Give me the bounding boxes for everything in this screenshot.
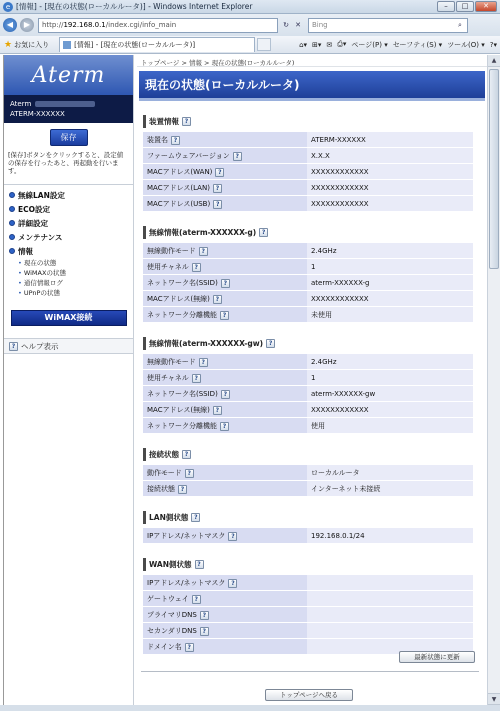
sidebar-menu: [4, 185, 133, 298]
row-value: 1: [307, 370, 473, 385]
submenu-comm-log[interactable]: • 通信情報ログ: [4, 278, 133, 288]
row-key: ネットワーク名(SSID): [147, 278, 218, 287]
help-icon[interactable]: ?: [233, 152, 242, 161]
scroll-up-arrow-icon[interactable]: ▲: [488, 55, 500, 67]
info-table: [143, 353, 473, 434]
table-row: [143, 418, 473, 433]
home-icon[interactable]: ⌂▾: [299, 40, 308, 49]
search-input[interactable]: [308, 18, 468, 33]
page-menu[interactable]: ページ(P) ▾: [351, 40, 388, 49]
row-key-cell: [143, 259, 307, 274]
row-value: XXXXXXXXXXXX: [307, 164, 473, 179]
row-key: ネットワーク分離機能: [147, 310, 217, 319]
sidebar-item-wireless-lan[interactable]: [4, 188, 133, 202]
stop-icon[interactable]: ✕: [295, 21, 301, 29]
row-value: [307, 623, 473, 638]
table-row: [143, 180, 473, 195]
info-table: [143, 574, 473, 655]
bullet-icon: [9, 206, 15, 212]
row-value: [307, 591, 473, 606]
info-section: [143, 448, 485, 497]
help-icon[interactable]: ?: [200, 627, 209, 636]
print-icon[interactable]: ⎙▾: [337, 40, 347, 48]
url-host: 192.168.0.1: [63, 21, 106, 29]
bullet-icon: [9, 248, 15, 254]
star-icon: ★: [4, 39, 13, 50]
table-row: [143, 370, 473, 385]
row-value: [307, 575, 473, 590]
scroll-down-arrow-icon[interactable]: ▼: [488, 693, 500, 705]
page-viewport: [3, 55, 487, 705]
info-table: [143, 242, 473, 323]
row-value: [307, 607, 473, 622]
row-key-cell: [143, 307, 307, 322]
command-bar: [0, 36, 500, 54]
back-arrow-icon[interactable]: ◀: [3, 18, 17, 32]
row-key: セカンダリDNS: [147, 626, 197, 635]
bullet-icon: [9, 192, 15, 198]
ie-logo-icon: e: [3, 2, 13, 12]
help-icon[interactable]: ?: [192, 374, 201, 383]
row-key-cell: [143, 418, 307, 433]
help-icon[interactable]: ?: [185, 469, 194, 478]
search-placeholder: Bing: [312, 21, 328, 29]
help-icon[interactable]: ?: [220, 422, 229, 431]
table-row: [143, 528, 473, 543]
row-key-cell: [143, 575, 307, 590]
row-value: インターネット未接続: [307, 481, 473, 496]
scroll-thumb[interactable]: [489, 69, 499, 269]
submenu-wimax-status[interactable]: • WiMAXの状態: [4, 268, 133, 278]
info-table: [143, 464, 473, 497]
row-value: 未使用: [307, 307, 473, 322]
masked-model-number: [35, 101, 95, 107]
row-key: MACアドレス(無線): [147, 405, 210, 414]
address-bar: [0, 14, 500, 36]
row-key: 装置名: [147, 135, 168, 144]
help-icon[interactable]: ?: [178, 485, 187, 494]
row-key-cell: [143, 132, 307, 147]
row-key-cell: [143, 148, 307, 163]
info-section: [143, 226, 485, 323]
row-value: XXXXXXXXXXXX: [307, 291, 473, 306]
feeds-icon[interactable]: ⊞▾: [312, 40, 322, 49]
info-section: [143, 115, 485, 212]
section-title: 無線情報(aterm-XXXXXX-gw): [149, 339, 264, 348]
row-value: 使用: [307, 418, 473, 433]
window-titlebar: [0, 0, 500, 14]
wimax-connect-button[interactable]: WiMAX接続: [11, 310, 127, 326]
page-title: 現在の状態(ローカルルータ): [139, 71, 485, 101]
row-key: 使用チャネル: [147, 373, 189, 382]
help-icon[interactable]: ?: [182, 450, 191, 459]
table-row: [143, 132, 473, 147]
tab-page-icon: [63, 41, 71, 49]
help-icon[interactable]: ?: [192, 595, 201, 604]
table-row: [143, 164, 473, 179]
row-value: 192.168.0.1/24: [307, 528, 473, 543]
table-row: [143, 307, 473, 322]
row-value: 2.4GHz: [307, 243, 473, 258]
save-area: [4, 123, 133, 185]
new-tab-button[interactable]: [257, 38, 271, 51]
model-line2: ATERM-XXXXXX: [10, 110, 65, 118]
row-key-cell: [143, 275, 307, 290]
sidebar-item-label: ECO設定: [18, 204, 51, 214]
table-row: [143, 243, 473, 258]
row-value: ローカルルータ: [307, 465, 473, 480]
refresh-icon[interactable]: ↻: [283, 21, 289, 29]
row-key-cell: [143, 164, 307, 179]
help-icon[interactable]: ?: [213, 184, 222, 193]
row-value: XXXXXXXXXXXX: [307, 180, 473, 195]
row-key: ドメイン名: [147, 642, 182, 651]
search-icon[interactable]: ⌕: [458, 20, 462, 29]
sidebar-item-label: メンテナンス: [18, 232, 63, 242]
window-title: [情報] - [現在の状態(ローカルルータ)] - Windows Internet Explorer: [16, 2, 253, 11]
sidebar-item-advanced[interactable]: [4, 216, 133, 230]
bullet-icon: [9, 220, 15, 226]
safety-menu[interactable]: セーフティ(S) ▾: [392, 40, 443, 49]
table-row: [143, 607, 473, 622]
row-key-cell: [143, 402, 307, 417]
help-icon[interactable]: ?: [192, 263, 201, 272]
row-key-cell: [143, 639, 307, 654]
save-button[interactable]: 保存: [50, 129, 88, 146]
help-icon[interactable]: ?: [266, 339, 275, 348]
sidebar: [4, 55, 134, 705]
help-icon[interactable]: ?: [228, 532, 237, 541]
section-title: 接続状態: [149, 450, 179, 459]
info-section: [143, 558, 485, 655]
section-heading: [143, 226, 485, 239]
row-key: MACアドレス(LAN): [147, 183, 210, 192]
tools-menu[interactable]: ツール(O) ▾: [447, 40, 485, 49]
tab-title: [情報] - [現在の状態(ローカルルータ)]: [74, 41, 196, 49]
submenu-current-status[interactable]: • 現在の状態: [4, 258, 133, 268]
help-icon[interactable]: ?: [171, 136, 180, 145]
help-icon[interactable]: ?: [199, 358, 208, 367]
row-key-cell: [143, 607, 307, 622]
submenu-upnp-status[interactable]: • UPnPの状態: [4, 288, 133, 298]
sidebar-item-eco[interactable]: [4, 202, 133, 216]
row-key-cell: [143, 623, 307, 638]
model-info: [4, 95, 133, 123]
save-note: [保存]ボタンをクリックすると、設定値の保存を行ったあと、再起動を行います。: [8, 151, 124, 175]
row-value: X.X.X: [307, 148, 473, 163]
row-key: 接続状態: [147, 484, 175, 493]
status-bar: [0, 705, 500, 711]
row-key: MACアドレス(WAN): [147, 167, 213, 176]
section-title: 装置情報: [149, 117, 179, 126]
table-row: [143, 354, 473, 369]
row-key-cell: [143, 354, 307, 369]
section-heading: [143, 558, 485, 571]
sidebar-item-info[interactable]: [4, 244, 133, 258]
help-icon[interactable]: ?: [191, 513, 200, 522]
row-key-cell: [143, 243, 307, 258]
row-key-cell: [143, 528, 307, 543]
help-menu[interactable]: ?▾: [489, 40, 497, 49]
favorites-button[interactable]: [0, 40, 53, 50]
bullet-icon: [9, 234, 15, 240]
url-input[interactable]: [38, 18, 278, 33]
table-row: [143, 259, 473, 274]
row-key-cell: [143, 196, 307, 211]
sidebar-item-label: 詳細設定: [18, 218, 48, 228]
url-path: /index.cgi/info_main: [105, 21, 177, 29]
table-row: [143, 196, 473, 211]
table-row: [143, 291, 473, 306]
aterm-logo: Aterm: [31, 62, 106, 88]
table-row: [143, 481, 473, 496]
divider: [141, 671, 479, 672]
section-heading: [143, 115, 485, 128]
help-icon[interactable]: ?: [182, 117, 191, 126]
row-key-cell: [143, 591, 307, 606]
table-row: [143, 275, 473, 290]
row-key: 無線動作モード: [147, 246, 196, 255]
sidebar-item-label: 情報: [18, 246, 33, 256]
minimize-button[interactable]: –: [437, 1, 455, 12]
mail-icon[interactable]: ✉: [326, 40, 333, 49]
table-row: [143, 148, 473, 163]
row-key: ネットワーク分離機能: [147, 421, 217, 430]
row-key-cell: [143, 291, 307, 306]
row-key-cell: [143, 386, 307, 401]
help-icon[interactable]: ?: [185, 643, 194, 652]
browser-tab[interactable]: [59, 37, 255, 52]
help-icon[interactable]: ?: [213, 406, 222, 415]
section-title: LAN側状態: [149, 513, 189, 522]
row-key: 動作モード: [147, 468, 182, 477]
row-key: 無線動作モード: [147, 357, 196, 366]
help-icon[interactable]: ?: [220, 311, 229, 320]
maximize-button[interactable]: □: [456, 1, 474, 12]
row-key-cell: [143, 481, 307, 496]
favorites-label: お気に入り: [14, 40, 50, 49]
model-line1: Aterm: [10, 100, 32, 108]
row-value: aterm-XXXXXX-gw: [307, 386, 473, 401]
info-section: [143, 337, 485, 434]
help-label: ヘルプ表示: [21, 341, 59, 351]
row-value: ATERM-XXXXXX: [307, 132, 473, 147]
close-button[interactable]: ✕: [475, 1, 497, 12]
row-key: ファームウェアバージョン: [147, 151, 230, 160]
section-heading: [143, 448, 485, 461]
row-value: 2.4GHz: [307, 354, 473, 369]
refresh-status-button[interactable]: 最新状態に更新: [399, 651, 475, 663]
section-heading: [143, 337, 485, 350]
info-table: [143, 131, 473, 212]
row-key-cell: [143, 370, 307, 385]
row-key: MACアドレス(USB): [147, 199, 211, 208]
sidebar-item-label: 無線LAN設定: [18, 190, 65, 200]
help-icon[interactable]: ?: [228, 579, 237, 588]
help-icon: ?: [9, 342, 18, 351]
row-value: XXXXXXXXXXXX: [307, 196, 473, 211]
help-icon[interactable]: ?: [200, 611, 209, 620]
section-heading: [143, 511, 485, 524]
sections-container: [137, 115, 487, 655]
row-value: aterm-XXXXXX-g: [307, 275, 473, 290]
table-row: [143, 623, 473, 638]
row-key-cell: [143, 180, 307, 195]
help-icon[interactable]: ?: [259, 228, 268, 237]
sidebar-item-maintenance[interactable]: [4, 230, 133, 244]
row-key: ネットワーク名(SSID): [147, 389, 218, 398]
logo-area: [4, 55, 133, 95]
help-icon[interactable]: ?: [195, 560, 204, 569]
help-display-link[interactable]: [4, 338, 133, 354]
help-icon[interactable]: ?: [213, 200, 222, 209]
row-value: 1: [307, 259, 473, 274]
info-table: [143, 527, 473, 544]
back-to-top-button[interactable]: トップページへ戻る: [265, 689, 353, 701]
vertical-scrollbar[interactable]: [487, 55, 500, 705]
table-row: [143, 402, 473, 417]
help-icon[interactable]: ?: [199, 247, 208, 256]
row-value: XXXXXXXXXXXX: [307, 402, 473, 417]
table-row: [143, 575, 473, 590]
row-key: MACアドレス(無線): [147, 294, 210, 303]
table-row: [143, 591, 473, 606]
section-title: 無線情報(aterm-XXXXXX-g): [149, 228, 257, 237]
help-icon[interactable]: ?: [213, 295, 222, 304]
row-key: IPアドレス/ネットマスク: [147, 578, 226, 587]
row-key: ゲートウェイ: [147, 594, 189, 603]
forward-arrow-icon[interactable]: ▶: [20, 18, 34, 32]
row-key-cell: [143, 465, 307, 480]
row-key: プライマリDNS: [147, 610, 197, 619]
table-row: [143, 386, 473, 401]
table-row: [143, 465, 473, 480]
row-key: IPアドレス/ネットマスク: [147, 531, 226, 540]
help-icon[interactable]: ?: [221, 390, 230, 399]
url-prefix: http://: [42, 21, 64, 29]
section-title: WAN側状態: [149, 560, 192, 569]
main-content: [137, 55, 487, 705]
help-icon[interactable]: ?: [215, 168, 224, 177]
info-section: [143, 511, 485, 544]
breadcrumb: トップページ > 情報 > 現在の状態(ローカルルータ): [137, 55, 487, 67]
row-key: 使用チャネル: [147, 262, 189, 271]
help-icon[interactable]: ?: [221, 279, 230, 288]
